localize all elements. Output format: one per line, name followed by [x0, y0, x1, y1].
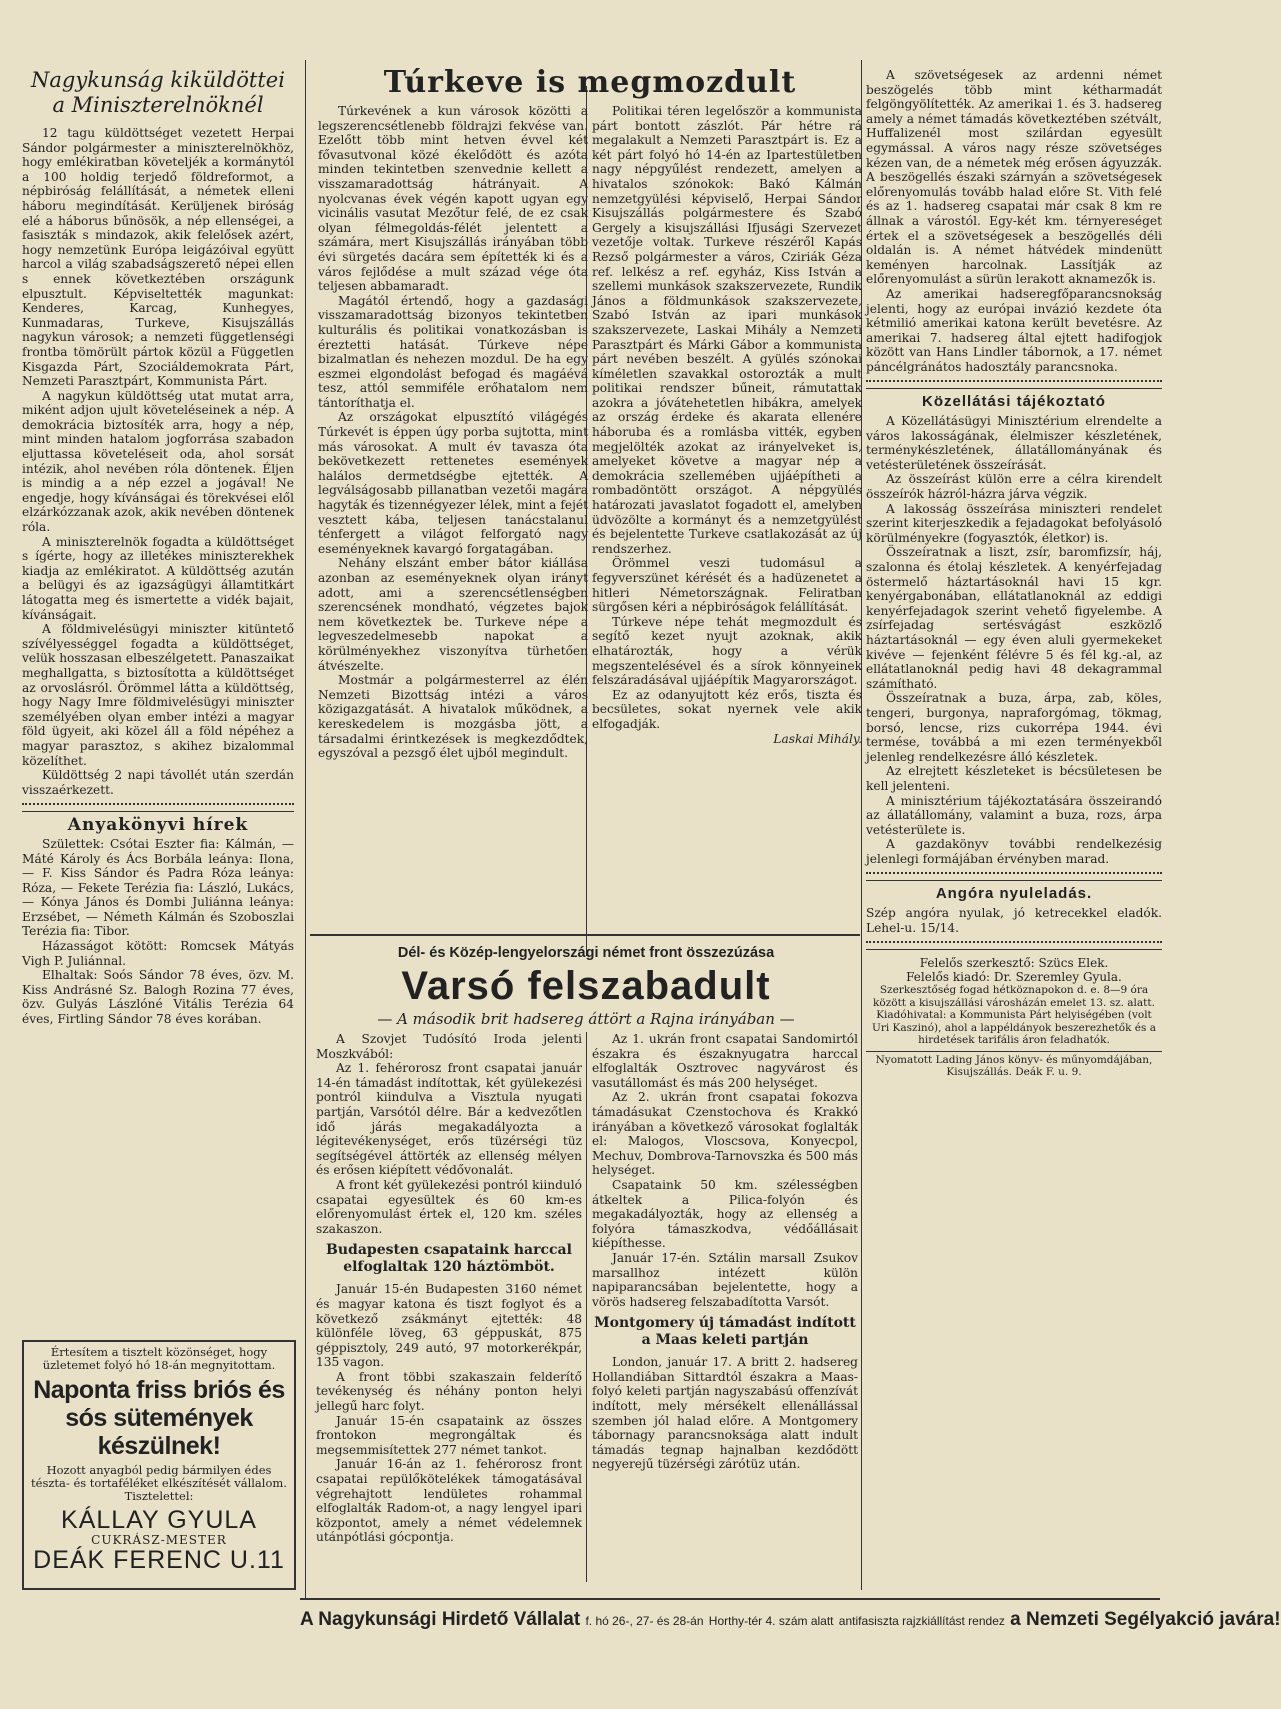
admin-office: Kiadóhivatal: a Kommunista Párt helyiségében (volt Uri Kaszinó), ahol a lappéldányok beszerezhetők és a hirdetések tarifális áron feladhatók.: [871, 1009, 1157, 1047]
paragraph: Túrkeve népe tehát megmozdult és segítő kezet nyujt azoknak, akik elhatározták, hogy a vérük megszentelésével és a sírok könnyeinek felszáradásával ujjáépítik Magyarországot.: [592, 614, 862, 688]
printer: Nyomatott Lading János könyv- és műnyomdájában, Kisujszállás. Deák F. u. 9.: [866, 1051, 1162, 1079]
paragraph: Összeíratnak a liszt, zsír, baromfizsír, háj, szalonna és étolaj készletek. A kenyérfejadag östermelő háztartásoknál havi 15 kgr. kenyérgabonában, ellátatlanoknál az eddigi kenyérfejadagok szerint vehető figyelembe. A zsírfejadag sertésvágást eszközlő háztartásoknál — egy éven aluli gyermekeket kivéve — fejenként félévre 5 és fél kg.-al, az ellátatlanoknál pedig havi 48 dekagrammal számítható.: [866, 545, 1162, 691]
ornament-rule: [866, 941, 1162, 950]
column-rule: [305, 60, 306, 1600]
births-text: Születtek: Csótai Eszter fia: Kálmán, — Máté Károly és Ács Borbála leánya: Ilona, — F. Kiss Sándor és Padra Róza leánya: Róza, — Fekete Terézia fia: László, Lukács, — Kónya János és Dombi Juliánna leánya: Erzsébet, — Németh Kálmán és Szoboszlai Terézia fia: Tibor.: [22, 836, 294, 939]
paragraph: Politikai téren legelőször a kommunista párt bontott zászlót. Pár hétre rá megalakult a Nemzeti Parasztpárt is. Ez a két párt folyó hó 14-én az Ipartestületben nagy népgyűlést rendezett, amelyen a hivatalos szónokok: Bakó Kálmán nemzetgyülési képviselő, Herpai Sándor Kisujszállás polgármestere és Szabó Gergely a kisujszállási Ifjusági Szervezet vezetője voltak. Turkeve részéről Kapás Rezső polgármester a város, Cziriák Géza ref. lelkész a ref. egyház, Kiss István a szellemi munkások szakszervezete, Rundik János a földmunkások szakszervezete, Szabó István az ipari munkások szakszervezete, Laskai Mihály a Nemzeti Parasztpárt és Márki Gábor a kommunista párt nevében beszélt. A gyülés szónokai kíméletlen szavakkal ostorozták a mult politikai rendszer bűneit, rámutattak azokra a jóvátehetetlen hibákra, amelyek az ország érdeke és akarata ellenére háboruba és a romlásba vitték, egyben megjelölték azokat az irányelveket is, amelyeket követve a magyar nép a demokrácia szellemében ujjáépítheti a rombadöntött országot. A népgyülés határozati javaslatot fogadott el, amelyben üdvözölte a kormányt és a nemzetgyülést és bejelentette Turkeve csatlakozását az új rendszerhez.: [592, 104, 862, 556]
paragraph: A minisztérium tájékoztatására összeirandó az állatállomány, valamint a buza, rozs, árpa vetésterülete is.: [866, 793, 1162, 837]
subheadline-montgomery: Montgomery új támadást indított a Maas keleti partján: [594, 1315, 856, 1349]
headline-turkeve: Túrkeve is megmozdult: [383, 65, 797, 100]
paragraph: Magától értendő, hogy a gazdasági visszamaradottság bizonyos tekintetben kulturális és politikai vonatkozásban is éreztetti hatását. Túrkeve népe bizalmatlan és nehezen mozdul. De ha egy eszmei elgondolást befogad és magáévá tesz, attól semmiféle erőhatalom nem tántoríthatja el.: [318, 293, 588, 410]
editor: Felelős szerkesztő: Szücs Elek.: [919, 956, 1109, 971]
bakery-advertisement: [22, 1340, 296, 1590]
rabbit-title: Angóra nyuleladás.: [935, 885, 1093, 903]
ad-name: KÁLLAY GYULA: [61, 1506, 257, 1534]
paragraph: Összeíratnak a buza, árpa, zab, köles, tengeri, burgonya, napraforgómag, tökmag, borsó, lencse, rizs cukorrépa 1944. évi termése, továbbá a mi ezen terményekből jelenleg rendelkezésre álló készletek.: [866, 691, 1162, 764]
paragraph: A szövetségesek az ardenni német beszögelés több mint kétharmadát felgöngyölítették. Az amerikai 1. és 3. hadsereg amely a német támadás következtében szétvált, Huffalizenél most szilárdan egyesült egymással. A város nagy része szövetséges kézen van, de a németek még erősen ágyuzzák. A beszögellés északi szárnyán a szövetségesek előrenyomulás tovább halad előre St. Vith felé és az 1. hadsereg csapatai már csak 8 km re állnak a várostól. Egy-két km. térnyereséget értek el a szövetségesek a beszögellés déli oldalán is. A német hátvédek mindenütt keményen harcolnak. Lassítják az előrenyomulást a sürün lerakott aknamezők is.: [866, 68, 1162, 287]
headline-nagykunsag: Nagykunság kiküldöttei a Miniszterelnöknél: [31, 68, 285, 117]
ad-address: DEÁK FERENC U.11: [33, 1546, 285, 1574]
paragraph: Január 16-án az 1. fehérorosz front csapatai repülőkötelékek támogatásával végrehajtott lendületes rohammal elfoglalták Radom-ot, a nagy lengyel ipari központot, amely a német védelemnek utánpótlási gócpontja.: [316, 1457, 582, 1545]
ad-body: Hozott anyagból pedig bármilyen édes tészta- és tortaféléket elkészítését vállalom.: [31, 1463, 287, 1490]
signature: Laskai Mihály.: [773, 731, 862, 746]
paragraph: A miniszterelnök fogadta a küldöttséget s ígérte, hogy az illetékes miniszterekhek kiadja az emlékiratot. A küldöttség azután a belügyi és az igazságügyi államtitkárt látogatta meg és ismertette a vidék bajait, kívánságait.: [22, 534, 294, 622]
paragraph: Nehány elszánt ember bátor kiállása azonban az eseményeknek olyan irányt adott, ami a szerencsétlenségben szerencsének mondható, végzetes bajok nem következtek be. Turkeve népe a legveszedelmesebb napokat a körülményekhez viszonyítva türhetően átvészelte.: [318, 556, 588, 673]
war-headline: Varsó felszabadult: [401, 964, 771, 1008]
paragraph: Csapataink 50 km. szélességben átkeltek a Pilica-folyón és megakadályozták, hogy az ellenség a folyóra támaszkodva, védőállásait kiépíthesse.: [592, 1177, 858, 1251]
paragraph: A Közellátásügyi Minisztérium elrendelte a város lakosságának, élelmiszer készletének, terménykészletének, állatállományának és vetésterületének összeírását.: [866, 414, 1162, 472]
column-4: [866, 68, 1162, 1593]
subheadline-budapest: Budapesten csapataink harccal elfoglaltak 120 háztömböt.: [326, 1242, 572, 1276]
war-headline-block: [312, 944, 860, 1028]
war-kicker: Dél- és Közép-lengyelországi német front összezúzása: [397, 945, 775, 961]
paragraph: A front többi szakaszain felderítő tevékenység és néhány ponton helyi jellegű harc folyt.: [316, 1369, 582, 1414]
ornament-rule: [866, 872, 1162, 881]
ad-title: CUKRÁSZ-MESTER: [91, 1533, 227, 1547]
war-column-2: [592, 1032, 858, 1572]
column-2: [318, 104, 588, 934]
paragraph: Az 1. ukrán front csapatai Sandomirtól északra és északnyugatra harccal elfoglalták Osztrovec nagyvárost és vasutállomást és más 200 helységet.: [592, 1032, 858, 1090]
paragraph: A földmivelésügyi miniszter kitüntető szívélyességgel fogadta a küldöttséget, velük hosszasan elbeszélgetett. Panaszaikat meghallgatta, s biztosította a küldöttséget az orvoslásról. Örömmel látta a küldöttség, hogy Nagy Imre földmivelésügyi miniszter személyében olyan ember intézi a magyar föld ügyeit, aki közel áll a föld népéhez a magyar parasztoz, s akihez bizalommal közelíthet.: [22, 622, 294, 768]
paragraph: A nagykun küldöttség utat mutat arra, miként adjon ujult követeléseinek a nép. A demokrácia biztosíték arra, hogy a nép, mint minden hatalom jogforrása szabadon eljuttassa követeléseit oda, ahol sorsát intézik, ahol nevében róla döntenek. Éljen is mindig a a nép ezzel a jogával! Ne engedje, hogy kívánságai és törekvései elől elzárkózzanak azok, akik nevében döntenek róla.: [22, 388, 294, 535]
paragraph: A gazdakönyv további rendelkezésig jelenlegi formájában érvényben marad.: [866, 837, 1162, 866]
paragraph: Ez az odanyujtott kéz erős, tiszta és becsületes, sokat nyernek vele akik elfogadják.: [592, 687, 862, 731]
paragraph: Az összeírást külön erre a célra kirendelt összeírók házról-házra járva végzik.: [866, 472, 1162, 502]
war-column-1: [316, 1032, 582, 1572]
column-3: [592, 104, 862, 934]
column-rule: [586, 1032, 587, 1582]
footer-right: a Nemzeti Segélyakció javára!: [1010, 1609, 1281, 1630]
paragraph: Az 1. fehérorosz front csapatai január 14-én támadást indítottak, két gyülekezési pontról kiindulva a Visztula nyugati partján, Varsótól délre. Bár a kedvezőtlen idő járás megakadályozta a légitevékenységet, erős tüzérségi tüz segítségével áttörték az ellenség mélyen és erősen kiépített védővonalát.: [316, 1061, 582, 1178]
footer-left: A Nagykunsági Hirdető Vállalat: [300, 1609, 581, 1630]
footer-dates: f. hó 26-, 27- és 28-án: [585, 1614, 704, 1628]
section-rule: [310, 934, 860, 936]
paragraph: Küldöttség 2 napi távollét után szerdán visszaérkezett.: [22, 768, 294, 797]
paragraph: Mostmár a polgármesterrel az élén Nemzeti Bizottság intézi a város közigazgatását. A hivatalok működnek, a kereskedelem is mozgásba jött, a társadalmi érintkezések is megkezdődtek, egyszóval a pezsgő élet ujból megindult.: [318, 673, 588, 761]
marriages-text: Házasságot kötött: Romcsek Mátyás Vigh P. Juliánnal.: [22, 939, 294, 968]
rabbit-text: Szép angóra nyulak, jó ketrecekkel eladók. Lehel-u. 15/14.: [866, 906, 1162, 935]
registry-title: Anyakönyvi hírek: [67, 815, 249, 836]
ad-greeting: Tisztelettel:: [124, 1489, 194, 1503]
ornament-rule: [22, 803, 294, 812]
deaths-text: Elhaltak: Soós Sándor 78 éves, özv. M. Kiss Andrásné Sz. Balogh Rozina 77 éves, özv. Gulyás Lászlóné Vitális Terézia 64 éves, Firtling Sándor 78 éves korában.: [22, 968, 294, 1027]
ad-intro: Értesítem a tisztelt közönséget, hogy üzletemet folyó hó 18-án megnyitottam.: [42, 1345, 276, 1372]
paragraph: Az elrejtett készleteket is bécsületesen be kell jelenteni.: [866, 764, 1162, 793]
paragraph: Az 2. ukrán front csapatai fokozva támadásukat Czenstochova és Krakkó irányában a következő városokat foglalták el: Malogos, Vloscsova, Konyecpol, Mechuv, Dombrova-Tarnovszka és 500 más helységet.: [592, 1090, 858, 1178]
war-deck: — A második brit hadsereg áttört a Rajna irányában —: [377, 1010, 795, 1028]
paragraph: Január 17-én. Sztálin marsall Zsukov marsallhoz intézett külön napiparancsában bejelentette, hogy a vörös hadsereg felszabadította Varsót.: [592, 1250, 858, 1309]
paragraph: Január 15-én Budapesten 3160 német és magyar katona és tiszt foglyot és a következő zsákmányt ejtették: 48 különféle löveg, 63 géppuskát, 875 géppisztoly, 249 autó, 97 motorkerékpár, 135 vagon.: [316, 1282, 582, 1370]
ornament-rule: [866, 380, 1162, 389]
footer-address: Horthy-tér 4. szám alatt: [708, 1614, 834, 1628]
paragraph: Az amerikai hadseregfőparancsnokság jelenti, hogy az európai invázió kezdete óta kétmilió amerikai katona került bevetésre. Az amerikai 7. hadsereg által ejtett hadifogjok között van Hans Lindler tábornok, a 17. német páncélgránátos hadosztály parancsnoka.: [866, 286, 1162, 374]
imprint: [866, 956, 1162, 1079]
paragraph: 12 tagu küldöttséget vezetett Herpai Sándor polgármester a miniszterelnökhöz, hogy emlékiratban követeljék a kormánytól a 100 holdig terjedő földreformot, a népbiróság felállítását, a németek elleni háboru megindítását. Kerüljenek biróság elé a háborus bűnösök, a nép ellenségei, a fasiszták s mindazok, akik felelősek azért, hogy nemzetünk Európa leigázóival együtt harcol a világ szabadságszerető népei ellen s ennek következtében országunk elpusztult. Képviseltették magunkat: Kenderes, Karcag, Kunhegyes, Kunmadaras, Turkeve, Kisujszállás nagykun városok; a nemzeti függetlenségi frontba tömörült pártok közül a Független Kisgazda Párt, Szociáldemokrata Párt, Nemzeti Parasztpárt, Kommunista Párt.: [22, 126, 294, 389]
publisher: Felelős kiadó: Dr. Szeremley Gyula.: [906, 970, 1122, 985]
paragraph: A front két gyülekezési pontról kiinduló csapatai egyesültek és 60 km-es előrenyomulást értek el, 120 km. széles szakaszon.: [316, 1177, 582, 1236]
paragraph: London, január 17. A britt 2. hadsereg Hollandiában Sittardtól északra a Maas-folyó keleti partján nagyszabású offenzívát indított, mely mérsékelt ellenállással szemben jól halad előre. A Montgomery tábornagy parancsnoksága alatt indult támadás tegnap hajnalban kezdődött negyerejű tüzérségi zárótüz után.: [592, 1355, 858, 1472]
paragraph: Örömmel veszi tudomásul a fegyverszünet kérését és a hadüzenetet a hitleri Németországnak. Feliratban sürgősen kéri a népbiróságok felállítását.: [592, 556, 862, 615]
ad-slogan: Naponta friss briós és sós sütemények készülnek!: [33, 1376, 285, 1460]
supply-title: Közellátási tájékoztató: [922, 393, 1106, 411]
footer-event: antifasiszta rajzkiállítást rendez: [838, 1614, 1005, 1628]
paragraph: A lakosság összeírása miniszteri rendelet szerint kiterjeszkedik a fejadagokat befolyásoló körülményekre (fogyasztók, életkor) is.: [866, 501, 1162, 545]
paragraph: Túrkevének a kun városok közötti a legszerencsétlenebb földrajzi fekvése van. Ezelőtt több mint hetven évvel két fővasutvonal közé ékelődött és azóta minden tekintetben szenvednie kellett a visszamaradottság hátrányait. A nyolcvanas évek végén kapott ugyan egy vicinális vasutat Mezőtur felé, de ez csak olyan félmegoldás-félét jelentett a számára, mert Kisujszállás irányában több évi sürgetés dacára sem építették ki és a város fejlődése a mult század vége óta teljesen abbamaradt.: [318, 104, 588, 294]
paragraph: A Szovjet Tudósító Iroda jelenti Moszkvából:: [316, 1032, 582, 1061]
paragraph: Január 15-én csapataink az összes frontokon megrongáltak és megsemmisítettek 277 német tankot.: [316, 1413, 582, 1457]
office-hours: Szerkesztőség fogad hétköznapokon d. e. 8—9 óra között a kisujszállási városházán emelet 13. sz. alatt.: [873, 984, 1155, 1009]
paragraph: Az országokat elpusztító világégés Túrkevét is éppen úgy porba sujtotta, mint más városokat. A mult év tavasza óta bekövetkezett rettenetes események halálos dermetdségbe ejtették. A legválságosabb pillanatban vezetői magára hagyták és tizennégyezer lélek, mint a fejét vesztett kába, teljesen tanácstalanul ténfergett a világot felforgató nagy eseményeknek kavargó forgatagában.: [318, 410, 588, 556]
footer-banner: [300, 1598, 1281, 1640]
